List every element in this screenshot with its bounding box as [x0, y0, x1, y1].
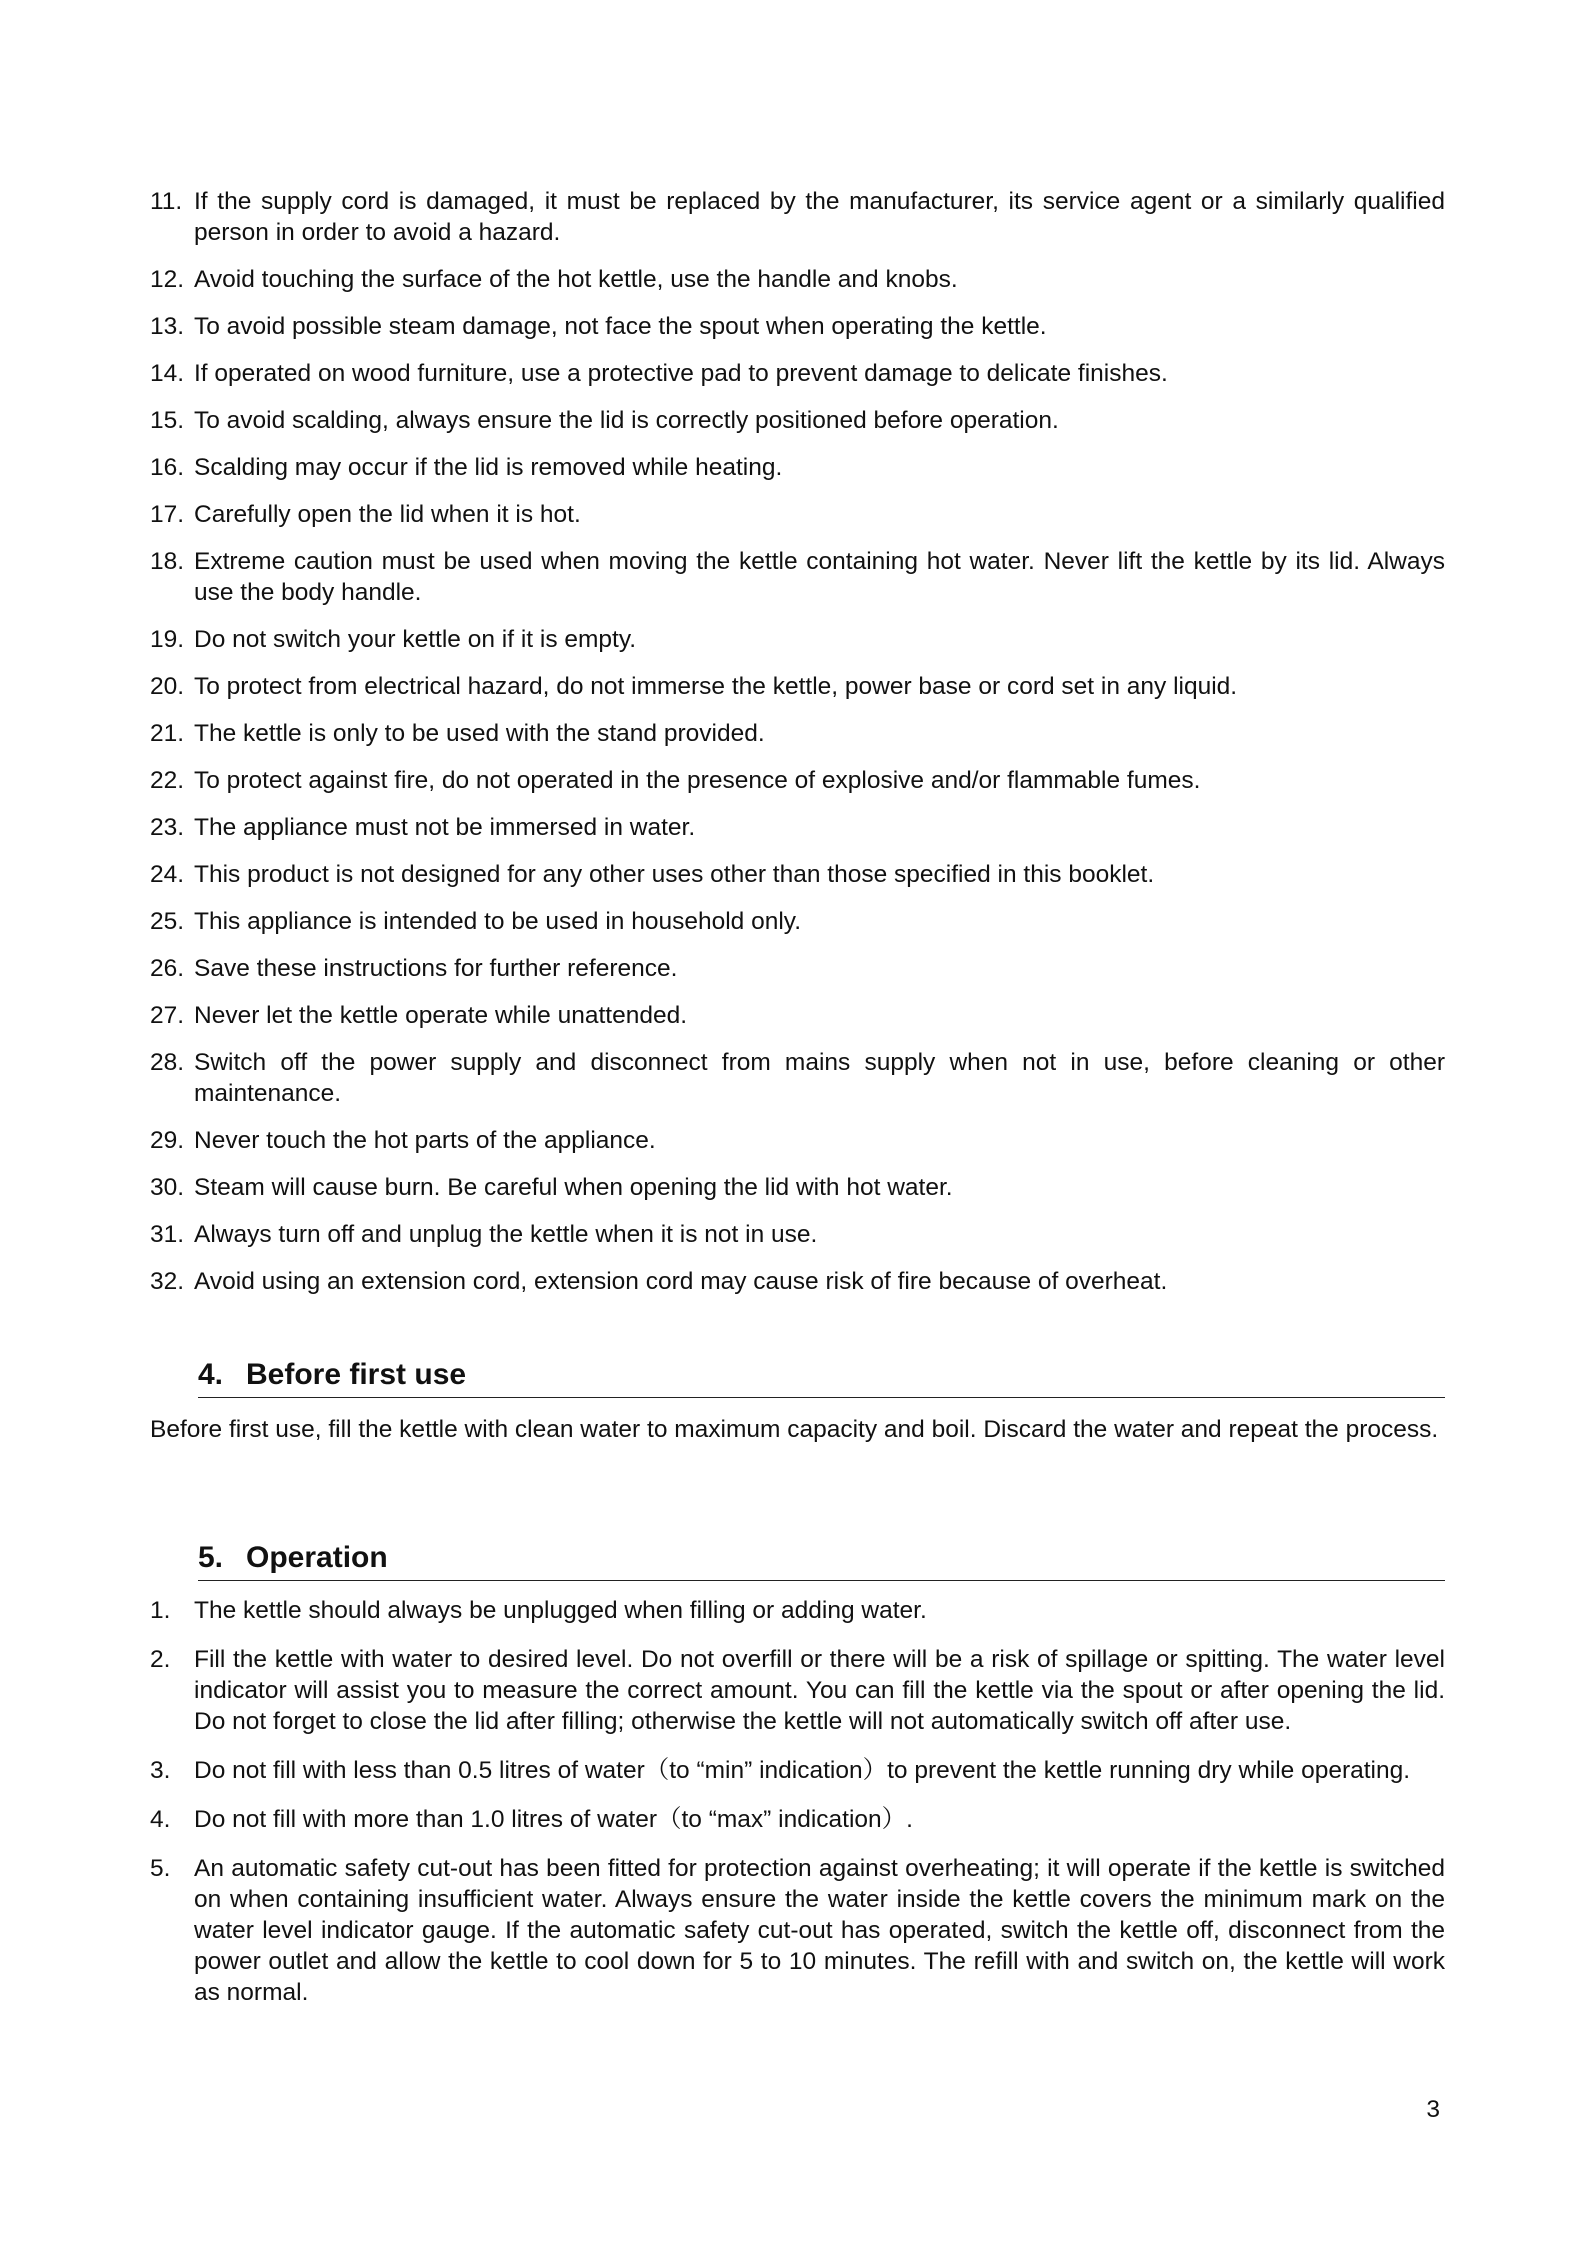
operation-list: [150, 1595, 1445, 2008]
before-first-use-text: Before first use, fill the kettle with clean water to maximum capacity and boil. Discard the water and repeat the process.: [150, 1416, 1439, 1443]
list-item: 19. Do not switch your kettle on if it is empty.: [150, 626, 637, 653]
list-item-text: The kettle should always be unplugged when filling or adding water.: [194, 1597, 927, 1624]
operation-section: [150, 1538, 1445, 2026]
list-item: 26. Save these instructions for further reference.: [150, 955, 678, 982]
list-item-text: Never let the kettle operate while unattended.: [194, 1002, 688, 1029]
list-item-text: Switch off the power supply and disconnect from mains supply when not in use, before cleaning or other maintenance.: [194, 1049, 1445, 1107]
list-item-text: The appliance must not be immersed in water.: [194, 814, 696, 841]
list-item: 11. If the supply cord is damaged, it must be replaced by the manufacturer, its service agent or a similarly qualified person in order to avoid a hazard.: [150, 188, 1445, 246]
list-item: 16. Scalding may occur if the lid is removed while heating.: [150, 454, 783, 481]
list-item-text: Carefully open the lid when it is hot.: [194, 501, 581, 528]
list-item-text: Do not switch your kettle on if it is empty.: [194, 626, 637, 653]
list-item-text: Save these instructions for further reference.: [194, 955, 678, 982]
list-item: 29. Never touch the hot parts of the appliance.: [150, 1127, 656, 1154]
list-item-text: An automatic safety cut-out has been fitted for protection against overheating; it will operate if the kettle is switched on when containing insufficient water. Always ensure the water inside the kettle covers the minimum mark on the water level indicator gauge. If the automatic safety cut-out has operated, switch the kettle off, disconnect from the power outlet and allow the kettle to cool down for 5 to 10 minutes. The refill with and switch on, the kettle will work as normal.: [194, 1855, 1445, 2006]
list-item: 2. Fill the kettle with water to desired level. Do not overfill or there will be a risk of spillage or spitting. The water level indicator will assist you to measure the correct amount. You can fill the kettle via the spout or after opening the lid. Do not forget to close the lid after filling; otherwise the kettle will not automatically switch off after use.: [150, 1646, 1445, 1735]
list-item-text: Do not fill with more than 1.0 litres of water（to “max” indication）.: [194, 1806, 913, 1833]
list-item: 27. Never let the kettle operate while unattended.: [150, 1002, 688, 1029]
list-item-text: To protect against fire, do not operated in the presence of explosive and/or flammable fumes.: [194, 767, 1201, 794]
section-title: Operation: [246, 1541, 388, 1574]
list-item-text: To protect from electrical hazard, do not immerse the kettle, power base or cord set in any liquid.: [194, 673, 1238, 700]
list-item-text: Extreme caution must be used when moving the kettle containing hot water. Never lift the kettle by its lid. Always use the body handle.: [194, 548, 1445, 606]
section-heading: 4. Before first use: [198, 1355, 1445, 1398]
list-item: 13. To avoid possible steam damage, not face the spout when operating the kettle.: [150, 313, 1047, 340]
list-item-text: To avoid possible steam damage, not face the spout when operating the kettle.: [194, 313, 1047, 340]
list-item: 28. Switch off the power supply and disconnect from mains supply when not in use, before cleaning or other maintenance.: [150, 1049, 1445, 1107]
list-item: 5. An automatic safety cut-out has been fitted for protection against overheating; it will operate if the kettle is switched on when containing insufficient water. Always ensure the water inside the kettle covers the minimum mark on the water level indicator gauge. If the automatic safety cut-out has operated, switch the kettle off, disconnect from the power outlet and allow the kettle to cool down for 5 to 10 minutes. The refill with and switch on, the kettle will work as normal.: [150, 1855, 1445, 2006]
list-item-text: Fill the kettle with water to desired level. Do not overfill or there will be a risk of spillage or spitting. The water level indicator will assist you to measure the correct amount. You can fill the kettle via the spout or after opening the lid. Do not forget to close the lid after filling; otherwise the kettle will not automatically switch off after use.: [194, 1646, 1445, 1735]
list-item-text: Avoid using an extension cord, extension cord may cause risk of fire because of overheat.: [194, 1268, 1168, 1295]
list-item: 31. Always turn off and unplug the kettle when it is not in use.: [150, 1221, 818, 1248]
list-item: 22. To protect against fire, do not operated in the presence of explosive and/or flammable fumes.: [150, 767, 1201, 794]
list-item: 4. Do not fill with more than 1.0 litres of water（to “max” indication）.: [150, 1806, 913, 1833]
list-item-text: If the supply cord is damaged, it must be replaced by the manufacturer, its service agent or a similarly qualified person in order to avoid a hazard.: [194, 188, 1445, 246]
list-item-text: The kettle is only to be used with the stand provided.: [194, 720, 765, 747]
safety-instructions-list: [150, 186, 1445, 1313]
list-item: 23. The appliance must not be immersed in water.: [150, 814, 696, 841]
list-item-text: Do not fill with less than 0.5 litres of water（to “min” indication）to prevent the kettle running dry while operating.: [194, 1757, 1411, 1784]
list-item: 21. The kettle is only to be used with the stand provided.: [150, 720, 765, 747]
list-item-text: To avoid scalding, always ensure the lid is correctly positioned before operation.: [194, 407, 1059, 434]
list-item: 12. Avoid touching the surface of the hot kettle, use the handle and knobs.: [150, 266, 958, 293]
list-item-text: If operated on wood furniture, use a protective pad to prevent damage to delicate finishes.: [194, 360, 1168, 387]
before-first-use-section: [150, 1355, 1445, 1445]
list-item-text: Steam will cause burn. Be careful when opening the lid with hot water.: [194, 1174, 953, 1201]
list-item-text: Avoid touching the surface of the hot kettle, use the handle and knobs.: [194, 266, 958, 293]
list-item: 17. Carefully open the lid when it is hot.: [150, 501, 581, 528]
page-number: 3: [1426, 2096, 1440, 2123]
list-item: 32. Avoid using an extension cord, extension cord may cause risk of fire because of overheat.: [150, 1268, 1168, 1295]
section-title: Before first use: [246, 1358, 467, 1391]
section-heading: 5. Operation: [198, 1538, 1445, 1581]
list-item-text: This product is not designed for any other uses other than those specified in this booklet.: [194, 861, 1155, 888]
list-item-text: Scalding may occur if the lid is removed while heating.: [194, 454, 783, 481]
list-item: 30. Steam will cause burn. Be careful when opening the lid with hot water.: [150, 1174, 953, 1201]
list-item: 24. This product is not designed for any other uses other than those specified in this booklet.: [150, 861, 1155, 888]
list-item: 15. To avoid scalding, always ensure the lid is correctly positioned before operation.: [150, 407, 1059, 434]
list-item: 18. Extreme caution must be used when moving the kettle containing hot water. Never lift the kettle by its lid. Always use the body handle.: [150, 548, 1445, 606]
list-item-text: This appliance is intended to be used in household only.: [194, 908, 802, 935]
list-item: 20. To protect from electrical hazard, do not immerse the kettle, power base or cord set in any liquid.: [150, 673, 1238, 700]
list-item: 14. If operated on wood furniture, use a protective pad to prevent damage to delicate finishes.: [150, 360, 1168, 387]
list-item: 25. This appliance is intended to be used in household only.: [150, 908, 802, 935]
list-item-text: Always turn off and unplug the kettle when it is not in use.: [194, 1221, 818, 1248]
list-item: 3. Do not fill with less than 0.5 litres of water（to “min” indication）to prevent the kettle running dry while operating.: [150, 1757, 1411, 1784]
list-item: 1. The kettle should always be unplugged when filling or adding water.: [150, 1597, 927, 1624]
list-item-text: Never touch the hot parts of the appliance.: [194, 1127, 656, 1154]
